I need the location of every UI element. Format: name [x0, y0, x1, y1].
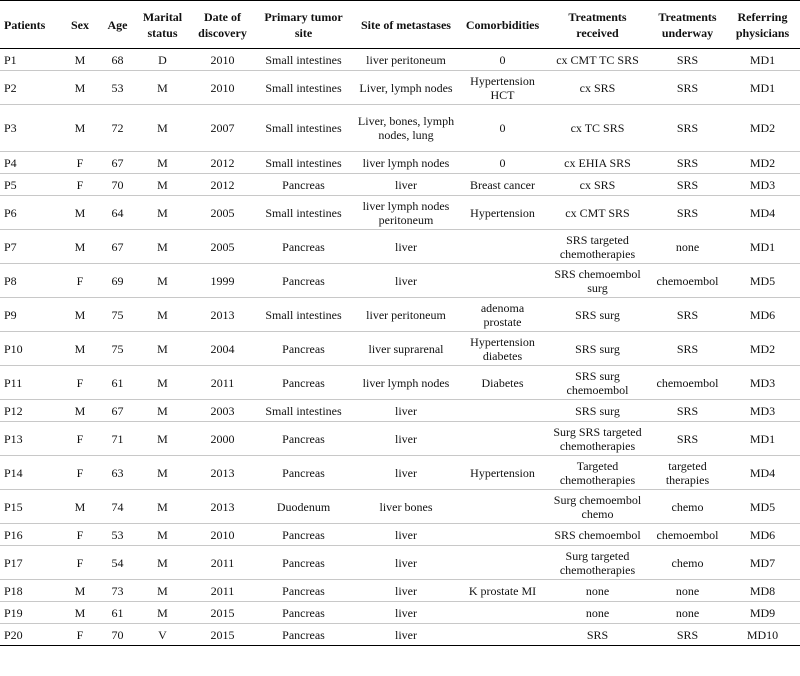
- cell-site-of-metastases: Liver, lymph nodes: [352, 71, 460, 105]
- cell-referring-physicians: MD3: [725, 400, 800, 422]
- table-row: [0, 264, 800, 298]
- cell-treatments-received: SRS chemoembol: [545, 524, 650, 546]
- cell-marital-status: M: [135, 332, 190, 366]
- cell-site-of-metastases: liver lymph nodes: [352, 366, 460, 400]
- cell-comorbidities: adenoma prostate: [460, 298, 545, 332]
- cell-marital-status: D: [135, 49, 190, 71]
- cell-date-of-discovery: 2010: [190, 49, 255, 71]
- cell-sex: M: [60, 105, 100, 152]
- cell-comorbidities: [460, 490, 545, 524]
- cell-treatments-underway: SRS: [650, 624, 725, 646]
- cell-date-of-discovery: 2013: [190, 298, 255, 332]
- cell-comorbidities: 0: [460, 49, 545, 71]
- cell-site-of-metastases: liver lymph nodes: [352, 152, 460, 174]
- cell-comorbidities: Hypertension: [460, 456, 545, 490]
- cell-site-of-metastases: liver: [352, 174, 460, 196]
- cell-site-of-metastases: liver: [352, 400, 460, 422]
- cell-sex: M: [60, 49, 100, 71]
- cell-age: 61: [100, 366, 135, 400]
- cell-marital-status: M: [135, 524, 190, 546]
- table-row: [0, 624, 800, 646]
- cell-marital-status: M: [135, 71, 190, 105]
- cell-referring-physicians: MD6: [725, 298, 800, 332]
- cell-date-of-discovery: 2007: [190, 105, 255, 152]
- cell-referring-physicians: MD1: [725, 49, 800, 71]
- cell-date-of-discovery: 2010: [190, 524, 255, 546]
- cell-age: 63: [100, 456, 135, 490]
- cell-referring-physicians: MD1: [725, 71, 800, 105]
- cell-site-of-metastases: liver: [352, 264, 460, 298]
- cell-patients: P15: [0, 490, 60, 524]
- cell-primary-tumor-site: Pancreas: [255, 366, 352, 400]
- cell-treatments-received: cx CMT SRS: [545, 196, 650, 230]
- cell-age: 68: [100, 49, 135, 71]
- cell-date-of-discovery: 2013: [190, 490, 255, 524]
- cell-treatments-received: none: [545, 580, 650, 602]
- cell-treatments-underway: none: [650, 230, 725, 264]
- cell-patients: P1: [0, 49, 60, 71]
- cell-referring-physicians: MD3: [725, 366, 800, 400]
- cell-site-of-metastases: liver: [352, 230, 460, 264]
- cell-age: 69: [100, 264, 135, 298]
- cell-treatments-received: SRS surg: [545, 332, 650, 366]
- cell-comorbidities: K prostate MI: [460, 580, 545, 602]
- cell-treatments-underway: SRS: [650, 332, 725, 366]
- cell-primary-tumor-site: Pancreas: [255, 264, 352, 298]
- cell-sex: M: [60, 332, 100, 366]
- cell-primary-tumor-site: Small intestines: [255, 196, 352, 230]
- cell-comorbidities: [460, 230, 545, 264]
- cell-treatments-underway: SRS: [650, 49, 725, 71]
- cell-patients: P19: [0, 602, 60, 624]
- cell-date-of-discovery: 2015: [190, 624, 255, 646]
- cell-date-of-discovery: 2011: [190, 580, 255, 602]
- cell-treatments-underway: chemo: [650, 490, 725, 524]
- cell-treatments-received: Surg SRS targeted chemotherapies: [545, 422, 650, 456]
- cell-treatments-received: Targeted chemotherapies: [545, 456, 650, 490]
- cell-primary-tumor-site: Pancreas: [255, 524, 352, 546]
- table-row: [0, 332, 800, 366]
- cell-comorbidities: 0: [460, 105, 545, 152]
- cell-referring-physicians: MD2: [725, 332, 800, 366]
- cell-patients: P16: [0, 524, 60, 546]
- cell-marital-status: M: [135, 400, 190, 422]
- cell-patients: P3: [0, 105, 60, 152]
- cell-primary-tumor-site: Pancreas: [255, 230, 352, 264]
- cell-sex: M: [60, 490, 100, 524]
- cell-marital-status: M: [135, 602, 190, 624]
- cell-primary-tumor-site: Small intestines: [255, 49, 352, 71]
- cell-treatments-underway: SRS: [650, 400, 725, 422]
- cell-primary-tumor-site: Pancreas: [255, 602, 352, 624]
- cell-age: 53: [100, 71, 135, 105]
- cell-treatments-underway: chemoembol: [650, 264, 725, 298]
- cell-primary-tumor-site: Small intestines: [255, 71, 352, 105]
- cell-primary-tumor-site: Pancreas: [255, 580, 352, 602]
- cell-treatments-underway: SRS: [650, 298, 725, 332]
- cell-sex: M: [60, 580, 100, 602]
- cell-site-of-metastases: liver: [352, 602, 460, 624]
- cell-patients: P10: [0, 332, 60, 366]
- cell-referring-physicians: MD1: [725, 230, 800, 264]
- cell-age: 53: [100, 524, 135, 546]
- cell-comorbidities: Breast cancer: [460, 174, 545, 196]
- cell-comorbidities: [460, 264, 545, 298]
- cell-site-of-metastases: liver bones: [352, 490, 460, 524]
- cell-site-of-metastases: liver: [352, 546, 460, 580]
- column-header-comorbidities: Comorbidities: [460, 1, 545, 49]
- cell-treatments-received: cx EHIA SRS: [545, 152, 650, 174]
- column-header-sex: Sex: [60, 1, 100, 49]
- cell-marital-status: V: [135, 624, 190, 646]
- cell-date-of-discovery: 2003: [190, 400, 255, 422]
- cell-sex: F: [60, 422, 100, 456]
- cell-patients: P18: [0, 580, 60, 602]
- cell-referring-physicians: MD2: [725, 152, 800, 174]
- cell-treatments-received: cx SRS: [545, 174, 650, 196]
- cell-primary-tumor-site: Small intestines: [255, 152, 352, 174]
- cell-marital-status: M: [135, 196, 190, 230]
- cell-comorbidities: 0: [460, 152, 545, 174]
- cell-treatments-underway: SRS: [650, 422, 725, 456]
- column-header-age: Age: [100, 1, 135, 49]
- cell-site-of-metastases: liver lymph nodes peritoneum: [352, 196, 460, 230]
- cell-age: 67: [100, 230, 135, 264]
- cell-treatments-underway: none: [650, 580, 725, 602]
- column-header-primary-tumor-site: Primary tumor site: [255, 1, 352, 49]
- column-header-site-of-metastases: Site of metastases: [352, 1, 460, 49]
- cell-sex: F: [60, 624, 100, 646]
- table-row: [0, 602, 800, 624]
- table-row: [0, 174, 800, 196]
- cell-comorbidities: [460, 602, 545, 624]
- cell-treatments-received: cx TC SRS: [545, 105, 650, 152]
- column-header-treatments-underway: Treatments underway: [650, 1, 725, 49]
- cell-treatments-received: Surg targeted chemotherapies: [545, 546, 650, 580]
- cell-referring-physicians: MD5: [725, 490, 800, 524]
- table-row: [0, 71, 800, 105]
- cell-referring-physicians: MD2: [725, 105, 800, 152]
- table-row: [0, 580, 800, 602]
- cell-age: 61: [100, 602, 135, 624]
- cell-sex: F: [60, 174, 100, 196]
- cell-age: 70: [100, 174, 135, 196]
- table-row: [0, 105, 800, 152]
- cell-marital-status: M: [135, 152, 190, 174]
- cell-patients: P8: [0, 264, 60, 298]
- cell-treatments-underway: targeted therapies: [650, 456, 725, 490]
- cell-date-of-discovery: 2005: [190, 230, 255, 264]
- cell-primary-tumor-site: Pancreas: [255, 624, 352, 646]
- cell-marital-status: M: [135, 230, 190, 264]
- table-row: [0, 49, 800, 71]
- cell-primary-tumor-site: Small intestines: [255, 298, 352, 332]
- cell-primary-tumor-site: Small intestines: [255, 400, 352, 422]
- cell-age: 73: [100, 580, 135, 602]
- cell-treatments-underway: SRS: [650, 196, 725, 230]
- cell-date-of-discovery: 1999: [190, 264, 255, 298]
- table-row: [0, 298, 800, 332]
- cell-marital-status: M: [135, 366, 190, 400]
- cell-marital-status: M: [135, 580, 190, 602]
- table-row: [0, 546, 800, 580]
- table-row: [0, 196, 800, 230]
- cell-site-of-metastases: liver: [352, 524, 460, 546]
- table-row: [0, 490, 800, 524]
- cell-sex: M: [60, 602, 100, 624]
- cell-primary-tumor-site: Pancreas: [255, 546, 352, 580]
- cell-site-of-metastases: liver: [352, 580, 460, 602]
- cell-treatments-received: SRS surg: [545, 400, 650, 422]
- cell-treatments-underway: SRS: [650, 71, 725, 105]
- cell-sex: F: [60, 366, 100, 400]
- cell-referring-physicians: MD4: [725, 196, 800, 230]
- cell-date-of-discovery: 2004: [190, 332, 255, 366]
- cell-treatments-received: SRS surg chemoembol: [545, 366, 650, 400]
- cell-age: 67: [100, 400, 135, 422]
- table-row: [0, 152, 800, 174]
- cell-site-of-metastases: liver suprarenal: [352, 332, 460, 366]
- cell-comorbidities: [460, 624, 545, 646]
- cell-marital-status: M: [135, 105, 190, 152]
- cell-primary-tumor-site: Pancreas: [255, 456, 352, 490]
- cell-primary-tumor-site: Small intestines: [255, 105, 352, 152]
- cell-patients: P6: [0, 196, 60, 230]
- cell-patients: P2: [0, 71, 60, 105]
- cell-age: 75: [100, 298, 135, 332]
- cell-treatments-received: SRS chemoembol surg: [545, 264, 650, 298]
- cell-patients: P20: [0, 624, 60, 646]
- cell-sex: M: [60, 71, 100, 105]
- cell-marital-status: M: [135, 456, 190, 490]
- cell-age: 71: [100, 422, 135, 456]
- cell-referring-physicians: MD6: [725, 524, 800, 546]
- cell-patients: P14: [0, 456, 60, 490]
- cell-sex: F: [60, 546, 100, 580]
- cell-patients: P4: [0, 152, 60, 174]
- cell-age: 70: [100, 624, 135, 646]
- cell-comorbidities: Diabetes: [460, 366, 545, 400]
- cell-date-of-discovery: 2000: [190, 422, 255, 456]
- cell-treatments-received: Surg chemoembol chemo: [545, 490, 650, 524]
- cell-treatments-underway: SRS: [650, 152, 725, 174]
- cell-site-of-metastases: liver: [352, 456, 460, 490]
- cell-treatments-underway: none: [650, 602, 725, 624]
- cell-patients: P17: [0, 546, 60, 580]
- cell-comorbidities: Hypertension HCT: [460, 71, 545, 105]
- cell-referring-physicians: MD5: [725, 264, 800, 298]
- cell-age: 74: [100, 490, 135, 524]
- cell-sex: M: [60, 230, 100, 264]
- cell-patients: P9: [0, 298, 60, 332]
- cell-treatments-underway: chemoembol: [650, 524, 725, 546]
- cell-date-of-discovery: 2005: [190, 196, 255, 230]
- cell-age: 72: [100, 105, 135, 152]
- cell-marital-status: M: [135, 298, 190, 332]
- cell-primary-tumor-site: Pancreas: [255, 332, 352, 366]
- table-header: [0, 1, 800, 49]
- cell-referring-physicians: MD4: [725, 456, 800, 490]
- cell-age: 64: [100, 196, 135, 230]
- cell-comorbidities: Hypertension diabetes: [460, 332, 545, 366]
- cell-comorbidities: Hypertension: [460, 196, 545, 230]
- cell-marital-status: M: [135, 174, 190, 196]
- header-row: [0, 1, 800, 49]
- cell-site-of-metastases: liver peritoneum: [352, 49, 460, 71]
- cell-referring-physicians: MD1: [725, 422, 800, 456]
- column-header-patients: Patients: [0, 1, 60, 49]
- cell-sex: F: [60, 524, 100, 546]
- cell-age: 67: [100, 152, 135, 174]
- cell-sex: M: [60, 196, 100, 230]
- cell-patients: P12: [0, 400, 60, 422]
- cell-sex: M: [60, 298, 100, 332]
- cell-patients: P11: [0, 366, 60, 400]
- cell-marital-status: M: [135, 546, 190, 580]
- cell-site-of-metastases: liver: [352, 624, 460, 646]
- table-row: [0, 456, 800, 490]
- cell-treatments-received: cx CMT TC SRS: [545, 49, 650, 71]
- cell-primary-tumor-site: Pancreas: [255, 422, 352, 456]
- cell-comorbidities: [460, 524, 545, 546]
- cell-referring-physicians: MD7: [725, 546, 800, 580]
- cell-marital-status: M: [135, 264, 190, 298]
- cell-sex: F: [60, 152, 100, 174]
- cell-referring-physicians: MD9: [725, 602, 800, 624]
- table-row: [0, 422, 800, 456]
- column-header-marital-status: Marital status: [135, 1, 190, 49]
- column-header-referring-physicians: Referring physicians: [725, 1, 800, 49]
- cell-treatments-received: cx SRS: [545, 71, 650, 105]
- cell-age: 54: [100, 546, 135, 580]
- cell-treatments-received: none: [545, 602, 650, 624]
- cell-primary-tumor-site: Pancreas: [255, 174, 352, 196]
- cell-referring-physicians: MD3: [725, 174, 800, 196]
- cell-comorbidities: [460, 400, 545, 422]
- cell-treatments-underway: SRS: [650, 105, 725, 152]
- cell-comorbidities: [460, 546, 545, 580]
- cell-sex: F: [60, 264, 100, 298]
- cell-date-of-discovery: 2012: [190, 174, 255, 196]
- cell-patients: P13: [0, 422, 60, 456]
- cell-patients: P7: [0, 230, 60, 264]
- cell-site-of-metastases: liver: [352, 422, 460, 456]
- cell-date-of-discovery: 2012: [190, 152, 255, 174]
- cell-primary-tumor-site: Duodenum: [255, 490, 352, 524]
- table-row: [0, 400, 800, 422]
- cell-date-of-discovery: 2010: [190, 71, 255, 105]
- cell-treatments-received: SRS surg: [545, 298, 650, 332]
- table-row: [0, 230, 800, 264]
- cell-treatments-underway: chemoembol: [650, 366, 725, 400]
- column-header-date-of-discovery: Date of discovery: [190, 1, 255, 49]
- cell-patients: P5: [0, 174, 60, 196]
- cell-date-of-discovery: 2015: [190, 602, 255, 624]
- cell-date-of-discovery: 2011: [190, 366, 255, 400]
- cell-date-of-discovery: 2011: [190, 546, 255, 580]
- cell-comorbidities: [460, 422, 545, 456]
- cell-date-of-discovery: 2013: [190, 456, 255, 490]
- cell-marital-status: M: [135, 422, 190, 456]
- cell-referring-physicians: MD8: [725, 580, 800, 602]
- table-row: [0, 366, 800, 400]
- table-row: [0, 524, 800, 546]
- cell-sex: F: [60, 456, 100, 490]
- table-body: [0, 49, 800, 646]
- cell-marital-status: M: [135, 490, 190, 524]
- cell-treatments-received: SRS: [545, 624, 650, 646]
- cell-referring-physicians: MD10: [725, 624, 800, 646]
- cell-sex: M: [60, 400, 100, 422]
- cell-site-of-metastases: liver peritoneum: [352, 298, 460, 332]
- cell-treatments-received: SRS targeted chemotherapies: [545, 230, 650, 264]
- column-header-treatments-received: Treatments received: [545, 1, 650, 49]
- cell-treatments-underway: chemo: [650, 546, 725, 580]
- cell-treatments-underway: SRS: [650, 174, 725, 196]
- cell-age: 75: [100, 332, 135, 366]
- cell-site-of-metastases: Liver, bones, lymph nodes, lung: [352, 105, 460, 152]
